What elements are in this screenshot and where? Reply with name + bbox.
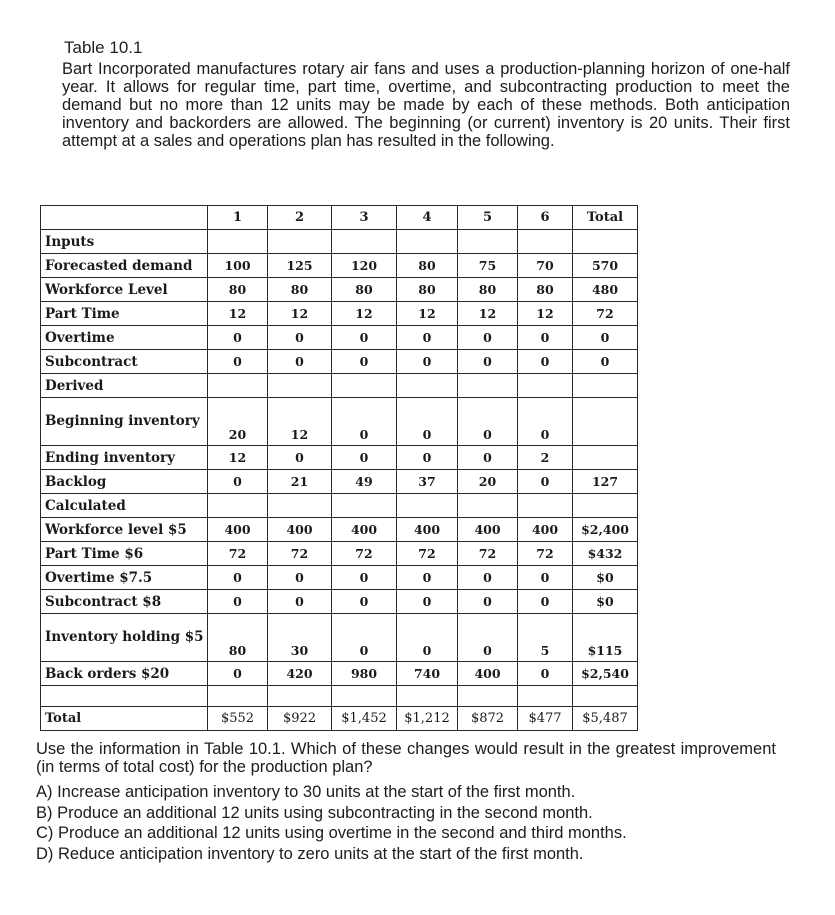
table-row [41, 494, 638, 518]
table-cell: 740 [397, 662, 458, 686]
table-row [41, 518, 638, 542]
row-label: Part Time [41, 302, 208, 326]
table-row [41, 398, 638, 446]
table-cell: 0 [397, 350, 458, 374]
table-cell: 12 [397, 302, 458, 326]
table-cell: 80 [397, 254, 458, 278]
table-cell: 12 [458, 302, 518, 326]
table-cell [458, 230, 518, 254]
answer-option: C) Produce an additional 12 units using overtime in the second and third months. [36, 824, 627, 842]
table-cell: 80 [397, 278, 458, 302]
answer-option: A) Increase anticipation inventory to 30 units at the start of the first month. [36, 783, 576, 801]
table-cell [573, 230, 638, 254]
column-header: 5 [458, 206, 518, 230]
table-cell: $0 [573, 566, 638, 590]
row-label: Overtime [41, 326, 208, 350]
table-cell: 72 [518, 542, 573, 566]
table-cell: 400 [458, 662, 518, 686]
table-cell [518, 374, 573, 398]
table-cell: 120 [332, 254, 397, 278]
table-cell: 0 [458, 326, 518, 350]
table-cell: $5,487 [573, 707, 638, 731]
table-cell: 420 [268, 662, 332, 686]
row-label: Total [41, 707, 208, 731]
table-cell: $922 [268, 707, 332, 731]
table-cell [458, 686, 518, 707]
answer-options [36, 782, 627, 864]
table-cell: 0 [397, 566, 458, 590]
table-cell: 400 [458, 518, 518, 542]
table-cell [208, 230, 268, 254]
table-cell: 0 [518, 470, 573, 494]
row-label: Beginning inventory [41, 398, 208, 446]
table-cell: 0 [397, 590, 458, 614]
table-cell: $2,400 [573, 518, 638, 542]
table-cell [573, 686, 638, 707]
table-row [41, 566, 638, 590]
table-row [41, 662, 638, 686]
row-label: Inputs [41, 230, 208, 254]
table-cell [397, 686, 458, 707]
table-row [41, 230, 638, 254]
table-cell: 80 [518, 278, 573, 302]
table-cell [332, 230, 397, 254]
column-header: Total [573, 206, 638, 230]
table-cell: 72 [208, 542, 268, 566]
table-cell: 0 [208, 590, 268, 614]
table-cell [518, 230, 573, 254]
table-cell: 0 [458, 350, 518, 374]
table-row [41, 326, 638, 350]
table-cell [268, 686, 332, 707]
table-cell [208, 494, 268, 518]
table-cell: 72 [268, 542, 332, 566]
table-header-row [41, 206, 638, 230]
table-cell: 980 [332, 662, 397, 686]
table-cell: 80 [268, 278, 332, 302]
table-row [41, 686, 638, 707]
table-cell: 0 [397, 446, 458, 470]
table-cell: 0 [518, 398, 573, 446]
table-cell: 5 [518, 614, 573, 662]
table-cell: 30 [268, 614, 332, 662]
table-cell: 0 [518, 590, 573, 614]
table-cell: $872 [458, 707, 518, 731]
table-cell [573, 446, 638, 470]
table-cell: 12 [208, 302, 268, 326]
table-cell: 400 [518, 518, 573, 542]
table-cell: 75 [458, 254, 518, 278]
table-cell: 0 [332, 566, 397, 590]
table-cell: $477 [518, 707, 573, 731]
table-cell: 80 [458, 278, 518, 302]
table-cell [208, 374, 268, 398]
table-cell: $1,452 [332, 707, 397, 731]
table-cell: 0 [518, 566, 573, 590]
table-cell [268, 374, 332, 398]
row-label: Inventory holding $5 [41, 614, 208, 662]
table-cell: 400 [208, 518, 268, 542]
table-cell [518, 494, 573, 518]
row-label: Subcontract [41, 350, 208, 374]
table-cell: 37 [397, 470, 458, 494]
column-header: 4 [397, 206, 458, 230]
table-cell: 0 [332, 350, 397, 374]
table-row [41, 374, 638, 398]
table-cell: 80 [332, 278, 397, 302]
table-caption: Table 10.1 [64, 38, 143, 57]
table-cell: 400 [332, 518, 397, 542]
column-header: 6 [518, 206, 573, 230]
table-cell: 0 [268, 446, 332, 470]
table-cell: 0 [332, 326, 397, 350]
table-body [41, 206, 638, 731]
table-cell: 0 [208, 350, 268, 374]
table-row [41, 254, 638, 278]
table-cell: 0 [397, 614, 458, 662]
table-cell: 12 [518, 302, 573, 326]
row-label: Part Time $6 [41, 542, 208, 566]
table-cell: 0 [458, 590, 518, 614]
table-cell: 0 [573, 326, 638, 350]
table-row [41, 542, 638, 566]
table-cell [268, 230, 332, 254]
table-cell: 12 [268, 302, 332, 326]
table-cell [268, 494, 332, 518]
table-cell [397, 374, 458, 398]
table-cell: 0 [332, 398, 397, 446]
table-cell: 0 [208, 662, 268, 686]
row-label [41, 686, 208, 707]
table-cell: 12 [268, 398, 332, 446]
table-cell: 0 [332, 446, 397, 470]
table-cell: $0 [573, 590, 638, 614]
sales-operations-plan-table [40, 205, 638, 731]
column-header: 2 [268, 206, 332, 230]
table-cell: 12 [208, 446, 268, 470]
table-cell [518, 686, 573, 707]
question-text: Use the information in Table 10.1. Which of these changes would result in the greatest improvement (in terms of total cost) for the production plan? [36, 740, 776, 776]
table-cell: 0 [573, 350, 638, 374]
table-cell: 0 [268, 566, 332, 590]
answer-option: B) Produce an additional 12 units using subcontracting in the second month. [36, 803, 593, 822]
row-label: Ending inventory [41, 446, 208, 470]
table-cell: 0 [458, 614, 518, 662]
table-cell: 2 [518, 446, 573, 470]
table-cell: 570 [573, 254, 638, 278]
row-label: Calculated [41, 494, 208, 518]
table-row [41, 350, 638, 374]
table-row [41, 302, 638, 326]
table-cell: 0 [397, 326, 458, 350]
table-cell: $2,540 [573, 662, 638, 686]
table-row [41, 278, 638, 302]
table-cell: 100 [208, 254, 268, 278]
table-cell: 127 [573, 470, 638, 494]
table-cell: 0 [458, 398, 518, 446]
table-row [41, 707, 638, 731]
table-row [41, 614, 638, 662]
table-cell: 12 [332, 302, 397, 326]
table-cell [208, 686, 268, 707]
table-cell: $115 [573, 614, 638, 662]
table-cell: 480 [573, 278, 638, 302]
table-row [41, 446, 638, 470]
table-cell: 20 [458, 470, 518, 494]
table-cell: 0 [268, 590, 332, 614]
table-cell [332, 686, 397, 707]
table-cell [332, 494, 397, 518]
table-cell: $432 [573, 542, 638, 566]
table-cell: $1,212 [397, 707, 458, 731]
table-cell: 70 [518, 254, 573, 278]
answer-option: D) Reduce anticipation inventory to zero units at the start of the first month. [36, 844, 584, 863]
row-label: Workforce level $5 [41, 518, 208, 542]
table-cell: 0 [268, 326, 332, 350]
table-cell [573, 494, 638, 518]
table-cell [332, 374, 397, 398]
table-cell [397, 494, 458, 518]
table-cell [573, 374, 638, 398]
column-header: 3 [332, 206, 397, 230]
row-label: Overtime $7.5 [41, 566, 208, 590]
table-cell: 20 [208, 398, 268, 446]
table-cell: 0 [332, 590, 397, 614]
table-cell: 400 [268, 518, 332, 542]
table-row [41, 470, 638, 494]
table-cell: 72 [458, 542, 518, 566]
table-cell: 80 [208, 614, 268, 662]
table-cell: 72 [397, 542, 458, 566]
table-cell: 72 [332, 542, 397, 566]
row-label: Back orders $20 [41, 662, 208, 686]
table-cell: 72 [573, 302, 638, 326]
table-cell: 0 [518, 350, 573, 374]
table-cell: 0 [458, 566, 518, 590]
row-label: Workforce Level [41, 278, 208, 302]
header-corner [41, 206, 208, 230]
problem-statement: Bart Incorporated manufactures rotary air fans and uses a production-planning horizon of one-half year. It allows for regular time, part time, overtime, and subcontracting production to meet the demand but no more than 12 units may be made by each of these methods. Both anticipation inventory and backorders are allowed. The beginning (or current) inventory is 20 units. Their first attempt at a sales and operations plan has resulted in the following. [62, 60, 790, 150]
table-cell: 0 [518, 662, 573, 686]
row-label: Derived [41, 374, 208, 398]
row-label: Forecasted demand [41, 254, 208, 278]
table-cell: 0 [208, 566, 268, 590]
table-cell: $552 [208, 707, 268, 731]
table-cell [573, 398, 638, 446]
table-cell: 49 [332, 470, 397, 494]
table-row [41, 590, 638, 614]
table-cell: 0 [458, 446, 518, 470]
row-label: Subcontract $8 [41, 590, 208, 614]
table-cell: 400 [397, 518, 458, 542]
table-cell: 0 [208, 326, 268, 350]
table-cell: 0 [397, 398, 458, 446]
table-cell: 125 [268, 254, 332, 278]
row-label: Backlog [41, 470, 208, 494]
table-cell [397, 230, 458, 254]
table-cell: 0 [518, 326, 573, 350]
table-cell: 80 [208, 278, 268, 302]
column-header: 1 [208, 206, 268, 230]
table-cell: 0 [332, 614, 397, 662]
table-cell [458, 494, 518, 518]
table-cell: 21 [268, 470, 332, 494]
table-cell: 0 [268, 350, 332, 374]
table-cell: 0 [208, 470, 268, 494]
table-cell [458, 374, 518, 398]
